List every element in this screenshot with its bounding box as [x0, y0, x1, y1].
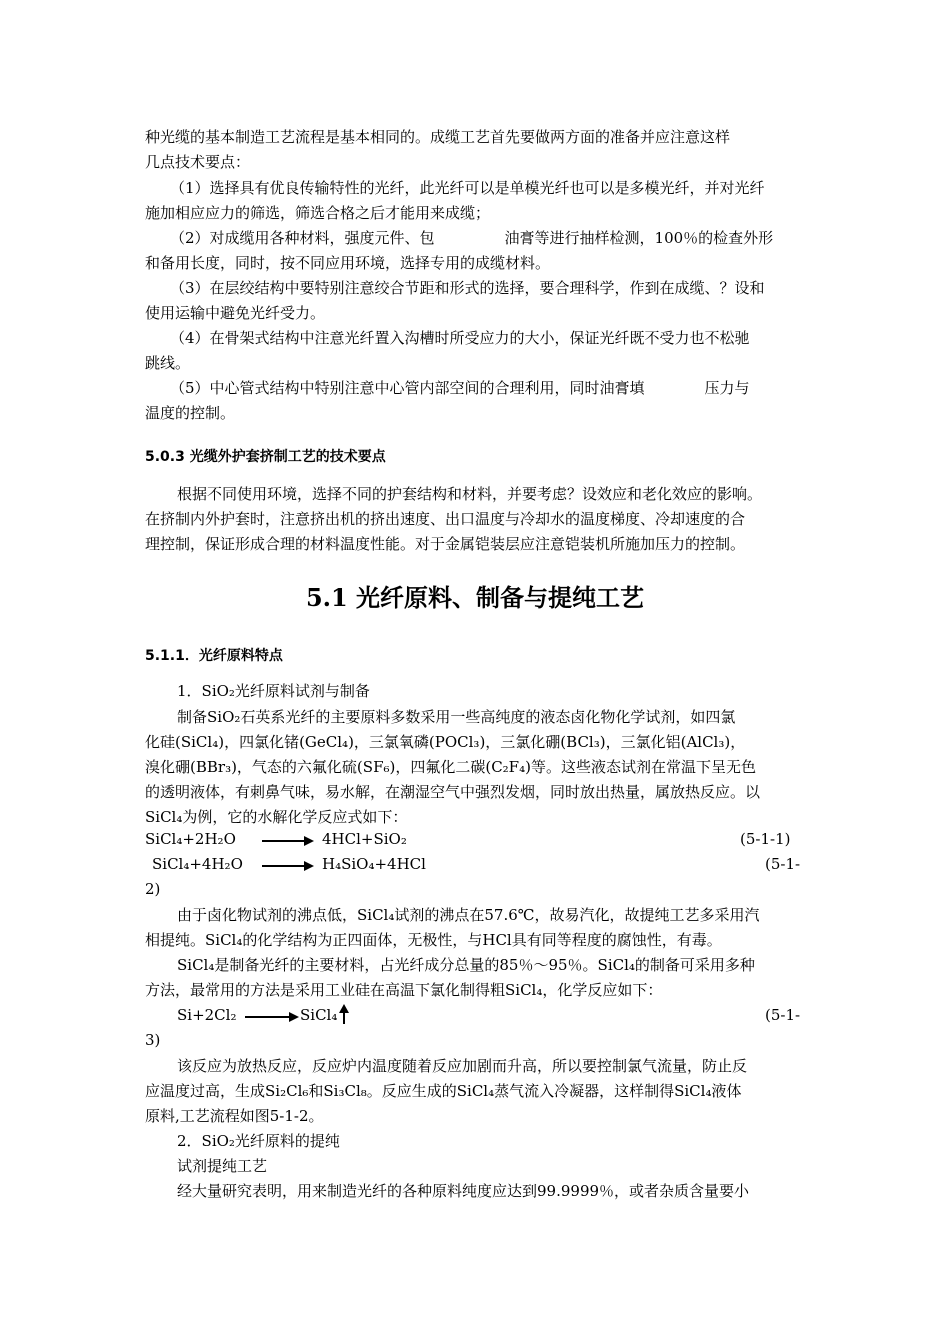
- list-item-1-cont: 施加相应应力的筛选，筛选合格之后才能用来成缆；: [145, 204, 491, 222]
- paragraph-line: 的透明液体，有刺鼻气味，易水解，在潮湿空气中强烈发烟，同时放出热量，属放热反应。以: [145, 783, 761, 801]
- paragraph-line: 经大量研究表明，用来制造光纤的各种原料纯度应达到99.9999％，或者杂质含量要小: [177, 1182, 750, 1200]
- equation-3-number: (5-1-: [765, 1006, 801, 1024]
- list-item-5-part1: （5）中心管式结构中特别注意中心管内部空间的合理利用，同时油膏填: [170, 379, 645, 397]
- equation-1-number: (5-1-1): [740, 830, 791, 848]
- reaction-arrow-icon: [262, 865, 312, 867]
- paragraph-line: 方法，最常用的方法是采用工业硅在高温下氯化制得粗SiCl₄，化学反应如下：: [145, 981, 663, 999]
- section-heading-5-0-3: 5.0.3 光缆外护套挤制工艺的技术要点: [145, 449, 386, 465]
- paragraph-line: SiCl₄是制备光纤的主要材料，占光纤成分总量的85％～95％。SiCl₄的制备可采用多种: [177, 956, 755, 974]
- list-item-4-cont: 跳线。: [145, 354, 191, 372]
- list-item-5-cont: 温度的控制。: [145, 404, 236, 422]
- paragraph-line: 根据不同使用环境，选择不同的护套结构和材料，并要考虑？设效应和老化效应的影响。: [177, 485, 763, 503]
- equation-3-number-cont: 3): [145, 1031, 161, 1049]
- numbered-item-2: 2．SiO₂光纤原料的提纯: [177, 1132, 340, 1150]
- paragraph-line: 几点技术要点：: [145, 153, 251, 171]
- list-item-4: （4）在骨架式结构中注意光纤置入沟槽时所受应力的大小，保证光纤既不受力也不松驰: [170, 329, 750, 347]
- paragraph-line: 相提纯。SiCl₄的化学结构为正四面体，无极性，与HCl具有同等程度的腐蚀性，有毒。: [145, 931, 722, 949]
- subheading: 试剂提纯工艺: [177, 1157, 268, 1175]
- paragraph-line: 应温度过高，生成Si₂Cl₆和Si₃Cl₈。反应生成的SiCl₄蒸气流入冷凝器，这样制得SiCl₄液体: [145, 1082, 742, 1100]
- list-item-2-part1: （2）对成缆用各种材料，强度元件、包: [170, 229, 435, 247]
- paragraph-line: 原料,工艺流程如图5-1-2。: [145, 1107, 324, 1125]
- paragraph-line: SiCl₄为例，它的水解化学反应式如下：: [145, 808, 408, 826]
- list-item-2-part2: 油膏等进行抽样检测，100％的检查外形: [504, 229, 774, 247]
- paragraph-line: 该反应为放热反应，反应炉内温度随着反应加剧而升高，所以要控制氯气流量，防止反: [177, 1057, 748, 1075]
- equation-2-number-cont: 2): [145, 880, 161, 898]
- paragraph-line: 制备SiO₂石英系光纤的主要原料多数采用一些高纯度的液态卤化物化学试剂，如四氯: [177, 708, 736, 726]
- list-item-5: [170, 378, 750, 398]
- reaction-arrow-icon: [262, 840, 312, 842]
- equation-2-rhs: H₄SiO₄+4HCl: [322, 855, 426, 873]
- list-item-1: （1）选择具有优良传输特性的光纤，此光纤可以是单模光纤也可以是多模光纤，并对光纤: [170, 179, 765, 197]
- equation-2-lhs: SiCl₄+4H₂O: [152, 855, 243, 873]
- list-item-5-part2: 压力与: [704, 379, 750, 397]
- paragraph-line: 理控制，保证形成合理的材料温度性能。对于金属铠装层应注意铠装机所施加压力的控制。: [145, 535, 746, 553]
- list-item-2-cont: 和备用长度，同时，按不同应用环境，选择专用的成缆材料。: [145, 254, 551, 272]
- paragraph-line: 化硅(SiCl₄)，四氯化锗(GeCl₄)，三氯氧磷(POCl₃)，三氯化硼(BCl₃)，三氯化铝(AlCl₃)，: [145, 733, 746, 751]
- reaction-arrow-icon: [245, 1016, 297, 1018]
- paragraph-line: 溴化硼(BBr₃)，气态的六氟化硫(SF₆)，四氟化二碳(C₂F₄)等。这些液态试剂在常温下呈无色: [145, 758, 756, 776]
- list-item-3: （3）在层绞结构中要特别注意绞合节距和形式的选择，要合理科学，作到在成缆、？设和: [170, 279, 765, 297]
- equation-2-number: (5-1-: [765, 855, 801, 873]
- gas-up-arrow-icon: [343, 1010, 345, 1024]
- paragraph-line: 在挤制内外护套时，注意挤出机的挤出速度、出口温度与冷却水的温度梯度、冷却速度的合: [145, 510, 746, 528]
- section-heading-5-1-1: 5.1.1．光纤原料特点: [145, 648, 283, 664]
- list-item-2: [170, 228, 773, 248]
- chapter-title: 5.1 光纤原料、制备与提纯工艺: [305, 583, 645, 612]
- list-item-3-cont: 使用运输中避免光纤受力。: [145, 304, 326, 322]
- numbered-item-1: 1．SiO₂光纤原料试剂与制备: [177, 682, 370, 700]
- equation-1-lhs: SiCl₄+2H₂O: [145, 830, 236, 848]
- equation-3-rhs: SiCl₄: [300, 1006, 338, 1024]
- paragraph-line: 由于卤化物试剂的沸点低，SiCl₄试剂的沸点在57.6℃，故易汽化，故提纯工艺多采用汽: [177, 906, 760, 924]
- paragraph-line: 种光缆的基本制造工艺流程是基本相同的。成缆工艺首先要做两方面的准备并应注意这样: [145, 128, 731, 146]
- equation-3-lhs: Si+2Cl₂: [177, 1006, 237, 1024]
- equation-1-rhs: 4HCl+SiO₂: [322, 830, 407, 848]
